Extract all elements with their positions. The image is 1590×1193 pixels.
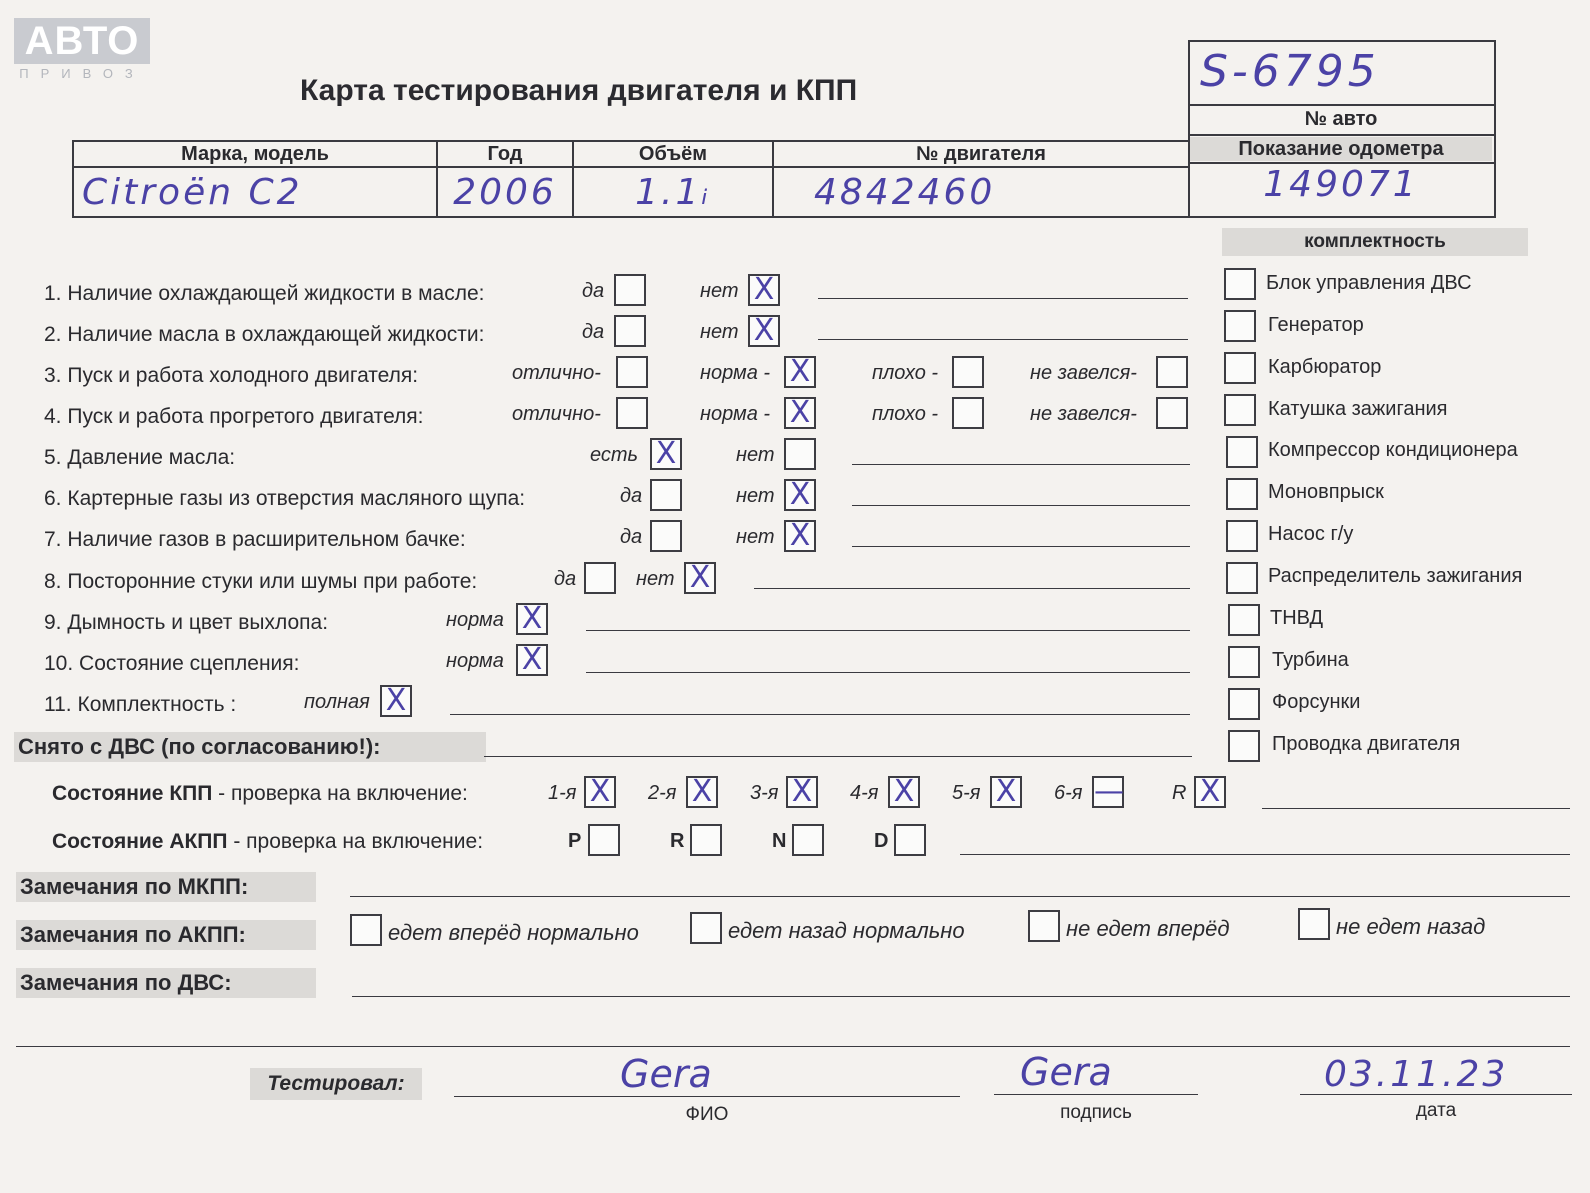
komplekt-item: Распределитель зажигания — [1268, 565, 1523, 587]
q7-da-checkbox[interactable] — [650, 520, 682, 552]
q5-net-checkbox[interactable] — [784, 438, 816, 470]
opt-norma: норма — [446, 609, 504, 631]
q10-norma-checkbox[interactable]: X — [516, 644, 548, 676]
gear-r-checkbox[interactable]: X — [1194, 776, 1226, 808]
komplekt-item: Блок управления ДВС — [1266, 272, 1472, 294]
opt-ploho: плохо - — [872, 403, 939, 425]
question-7: 7. Наличие газов в расширительном бачке: — [44, 528, 466, 551]
akpp-label: Состояние АКПП - проверка на включение: — [52, 830, 484, 853]
komplekt-item: Моновпрыск — [1268, 481, 1384, 503]
col-engine-number: № двигателя — [773, 141, 1189, 167]
akpp-forward-ok-checkbox[interactable] — [350, 914, 382, 946]
question-6: 6. Картерные газы из отверстия масляного щупа: — [44, 487, 526, 510]
akpp-d-label: D — [874, 830, 889, 852]
gear-1-checkbox[interactable]: X — [584, 776, 616, 808]
gear-5-label: 5-я — [952, 782, 981, 804]
tested-by-label: Тестировал: — [250, 1068, 422, 1100]
komplekt-item: Катушка зажигания — [1268, 398, 1448, 420]
opt-ploho: плохо - — [872, 362, 939, 384]
opt-net: нет — [736, 526, 775, 548]
komplekt-item: Насос г/у — [1268, 523, 1354, 545]
engine-number-value: 4842460 — [773, 167, 1189, 217]
opt-da: да — [582, 321, 605, 343]
volume-value: 1.1ᵢ — [573, 167, 773, 217]
date-label: дата — [1415, 1100, 1457, 1121]
q8-da-checkbox[interactable] — [584, 562, 616, 594]
gear-6-checkbox[interactable]: — — [1094, 774, 1124, 809]
q2-net-checkbox[interactable]: X — [748, 315, 780, 347]
opt-net: нет — [636, 568, 675, 590]
mkpp-remarks-label: Замечания по МКПП: — [16, 872, 316, 902]
komplektnost-title: комплектность — [1222, 228, 1528, 256]
page-title: Карта тестирования двигателя и КПП — [300, 74, 858, 107]
komplekt-item: Турбина — [1272, 649, 1349, 671]
komplekt-checkbox-5[interactable] — [1226, 478, 1258, 510]
q4-otlichno-checkbox[interactable] — [616, 397, 648, 429]
q1-da-checkbox[interactable] — [614, 274, 646, 306]
akpp-remarks-label: Замечания по АКПП: — [16, 920, 316, 950]
q5-est-checkbox[interactable]: X — [650, 438, 682, 470]
car-number-value: S-6795 — [1200, 46, 1380, 97]
question-5: 5. Давление масла: — [44, 446, 236, 469]
komplekt-checkbox-2[interactable] — [1224, 352, 1256, 384]
komplekt-item: Карбюратор — [1268, 356, 1382, 378]
opt-da: да — [620, 485, 643, 507]
q11-polnaya-checkbox[interactable]: X — [380, 685, 412, 717]
question-2: 2. Наличие масла в охлаждающей жидкости: — [44, 323, 485, 346]
logo-subtitle: ПРИВОЗ — [19, 66, 145, 81]
q3-ne-zavelsya-checkbox[interactable] — [1156, 356, 1188, 388]
akpp-forward-ok-label: едет вперёд нормально — [388, 920, 639, 945]
opt-otlichno: отлично- — [512, 403, 601, 425]
komplekt-item: Проводка двигателя — [1272, 733, 1461, 755]
akpp-r-label: R — [670, 830, 685, 852]
opt-ne-zavelsya: не завелся- — [1030, 362, 1137, 384]
gear-5-checkbox[interactable]: X — [990, 776, 1022, 808]
akpp-p-label: P — [568, 830, 582, 852]
opt-norma: норма — [446, 650, 504, 672]
tester-name-value: Gera — [620, 1052, 712, 1096]
komplekt-checkbox-11[interactable] — [1228, 730, 1260, 762]
opt-da: да — [554, 568, 577, 590]
question-4: 4. Пуск и работа прогретого двигателя: — [44, 405, 424, 428]
akpp-r-checkbox[interactable] — [690, 824, 722, 856]
col-make-model: Марка, модель — [73, 141, 437, 167]
komplekt-checkbox-7[interactable] — [1226, 562, 1258, 594]
odometer-label: Показание одометра — [1190, 137, 1492, 161]
col-year: Год — [437, 141, 573, 167]
opt-net: нет — [736, 485, 775, 507]
signature: Gera — [1020, 1050, 1112, 1094]
gear-1-label: 1-я — [548, 782, 577, 804]
komplekt-item: Генератор — [1268, 314, 1364, 336]
akpp-n-label: N — [772, 830, 787, 852]
komplekt-checkbox-9[interactable] — [1228, 646, 1260, 678]
q2-da-checkbox[interactable] — [614, 315, 646, 347]
question-10: 10. Состояние сцепления: — [44, 652, 300, 675]
opt-ne-zavelsya: не завелся- — [1030, 403, 1137, 425]
avtoprivoz-logo: АВТО — [14, 18, 150, 64]
q4-ploho-checkbox[interactable] — [952, 397, 984, 429]
komplekt-checkbox-10[interactable] — [1228, 688, 1260, 720]
year-value: 2006 — [437, 167, 573, 217]
akpp-no-backward-checkbox[interactable] — [1298, 908, 1330, 940]
gear-4-label: 4-я — [850, 782, 879, 804]
question-8: 8. Посторонние стуки или шумы при работе: — [44, 570, 478, 593]
q1-net-checkbox[interactable]: X — [748, 274, 780, 306]
komplekt-checkbox-6[interactable] — [1226, 520, 1258, 552]
gear-r-label: R — [1172, 782, 1187, 804]
q3-ploho-checkbox[interactable] — [952, 356, 984, 388]
signature-label: подпись — [1060, 1102, 1132, 1123]
gear-2-checkbox[interactable]: X — [686, 776, 718, 808]
q9-norma-checkbox[interactable]: X — [516, 603, 548, 635]
q4-norma-checkbox[interactable]: X — [784, 397, 816, 429]
opt-norma: норма - — [700, 362, 771, 384]
q6-net-checkbox[interactable]: X — [784, 479, 816, 511]
odometer-value: 149071 — [1263, 164, 1419, 205]
opt-otlichno: отлично- — [512, 362, 601, 384]
col-volume: Объём — [573, 141, 773, 167]
komplekt-item: ТНВД — [1270, 607, 1324, 629]
vehicle-info-table — [72, 140, 1190, 218]
komplekt-item: Компрессор кондиционера — [1268, 439, 1518, 461]
opt-est: есть — [590, 444, 639, 466]
question-1: 1. Наличие охлаждающей жидкости в масле: — [44, 282, 485, 305]
komplekt-checkbox-8[interactable] — [1228, 604, 1260, 636]
komplekt-checkbox-4[interactable] — [1226, 436, 1258, 468]
car-number-label: № авто — [1304, 108, 1378, 130]
q4-ne-zavelsya-checkbox[interactable] — [1156, 397, 1188, 429]
make-model-value: Citroën C2 — [73, 167, 437, 217]
opt-polnaya: полная — [304, 691, 370, 713]
opt-norma: норма - — [700, 403, 771, 425]
date-value: 03.11.23 — [1324, 1054, 1509, 1095]
akpp-no-forward-checkbox[interactable] — [1028, 910, 1060, 942]
gear-4-checkbox[interactable]: X — [888, 776, 920, 808]
akpp-no-forward-label: не едет вперёд — [1066, 916, 1230, 941]
opt-net: нет — [700, 280, 739, 302]
gear-2-label: 2-я — [648, 782, 677, 804]
komplekt-checkbox-1[interactable] — [1224, 310, 1256, 342]
q3-norma-checkbox[interactable]: X — [784, 356, 816, 388]
akpp-no-backward-label: не едет назад — [1336, 914, 1486, 939]
q3-otlichno-checkbox[interactable] — [616, 356, 648, 388]
gear-3-checkbox[interactable]: X — [786, 776, 818, 808]
opt-net: нет — [700, 321, 739, 343]
q7-net-checkbox[interactable]: X — [784, 520, 816, 552]
akpp-p-checkbox[interactable] — [588, 824, 620, 856]
question-9: 9. Дымность и цвет выхлопа: — [44, 611, 329, 634]
komplekt-item: Форсунки — [1272, 691, 1361, 713]
komplekt-checkbox-3[interactable] — [1224, 394, 1256, 426]
opt-da: да — [582, 280, 605, 302]
akpp-backward-ok-checkbox[interactable] — [690, 912, 722, 944]
removed-from-engine-label: Снято с ДВС (по согласованию!): — [14, 732, 486, 762]
gear-6-label: 6-я — [1054, 782, 1083, 804]
question-11: 11. Комплектность : — [44, 693, 237, 716]
gear-3-label: 3-я — [750, 782, 779, 804]
question-3: 3. Пуск и работа холодного двигателя: — [44, 364, 419, 387]
opt-da: да — [620, 526, 643, 548]
akpp-d-checkbox[interactable] — [894, 824, 926, 856]
opt-net: нет — [736, 444, 775, 466]
q6-da-checkbox[interactable] — [650, 479, 682, 511]
akpp-n-checkbox[interactable] — [792, 824, 824, 856]
komplekt-checkbox-0[interactable] — [1224, 268, 1256, 300]
engine-remarks-label: Замечания по ДВС: — [16, 968, 316, 998]
kpp-label: Состояние КПП - проверка на включение: — [52, 782, 468, 805]
akpp-backward-ok-label: едет назад нормально — [728, 918, 965, 943]
q8-net-checkbox[interactable]: X — [684, 562, 716, 594]
fio-label: ФИО — [685, 1104, 729, 1125]
